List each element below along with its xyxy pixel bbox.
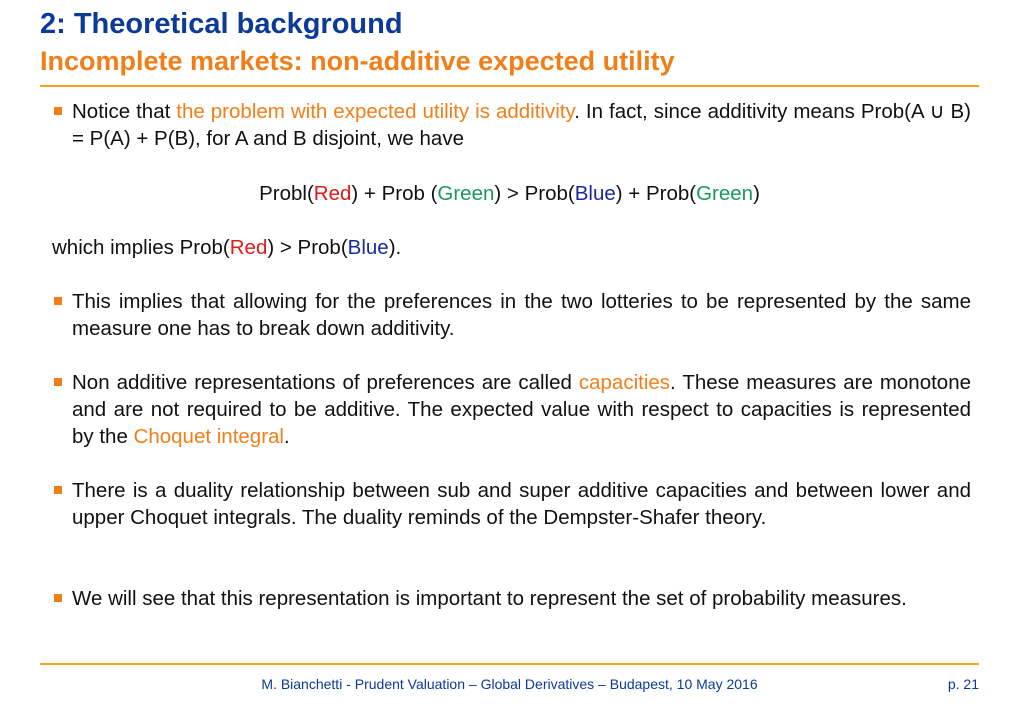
footer-text: M. Bianchetti - Prudent Valuation – Global Derivatives – Budapest, 10 May 2016 (261, 676, 758, 692)
bullet-square-icon (54, 486, 62, 494)
implication-text: ). (388, 236, 402, 259)
bullet-representation (52, 585, 971, 612)
bullet-square-icon (54, 107, 62, 115)
bullet-highlight: capacities (578, 371, 671, 394)
formula-text: ) > Prob( (494, 182, 575, 205)
implication-text: which implies Prob( (52, 236, 230, 259)
implication-text: ) > Prob( (267, 236, 348, 259)
formula-red: Red (313, 182, 352, 205)
formula-blue: Blue (574, 182, 616, 205)
bullet-text: There is a duality relationship between sub and super additive capacities and between lower and upper Choquet integrals. The duality reminds of the Dempster-Shafer theory. (72, 479, 971, 529)
bullet-lotteries (52, 288, 971, 342)
formula-green: Green (696, 182, 754, 205)
formula-text: ) + Prob ( (351, 182, 438, 205)
bullet-capacities (52, 369, 971, 450)
bullet-text: . These measures are monotone and are not required to be additive. The expected value with respect to capacities is represented by the (72, 371, 971, 448)
bullet-text: . (283, 425, 290, 448)
bullet-text: Non additive representations of preferences are called (72, 371, 579, 394)
formula-green: Green (437, 182, 495, 205)
formula-text: ) + Prob( (615, 182, 697, 205)
formula-text: ) (753, 182, 760, 205)
implication-blue: Blue (347, 236, 389, 259)
bullet-duality (52, 477, 971, 531)
bullet-highlight: Choquet integral (133, 425, 284, 448)
implication-line (52, 234, 971, 261)
bullet-text: This implies that allowing for the preferences in the two lotteries to be represented by the same measure one has to break down additivity. (72, 290, 971, 340)
formula-text: Probl( (259, 182, 314, 205)
bullet-text: Notice that (72, 100, 177, 123)
page-number: p. 21 (947, 676, 979, 692)
formula-line (40, 180, 979, 207)
bullet-square-icon (54, 594, 62, 602)
header-divider (40, 85, 979, 87)
bullet-text: . In fact, since additivity means Prob(A ∪ B) = P(A) + P(B), for A and B disjoint, we have (72, 100, 972, 150)
implication-red: Red (229, 236, 268, 259)
bullet-square-icon (54, 378, 62, 386)
bullet-text: We will see that this representation is important to represent the set of probability measures. (72, 587, 907, 610)
bullet-square-icon (54, 297, 62, 305)
bullet-additivity (52, 98, 971, 152)
slide-title: 2: Theoretical background (40, 8, 403, 40)
footer-divider (40, 663, 979, 665)
bullet-highlight: the problem with expected utility is additivity (176, 100, 575, 123)
slide-subtitle: Incomplete markets: non-additive expected utility (40, 46, 675, 76)
